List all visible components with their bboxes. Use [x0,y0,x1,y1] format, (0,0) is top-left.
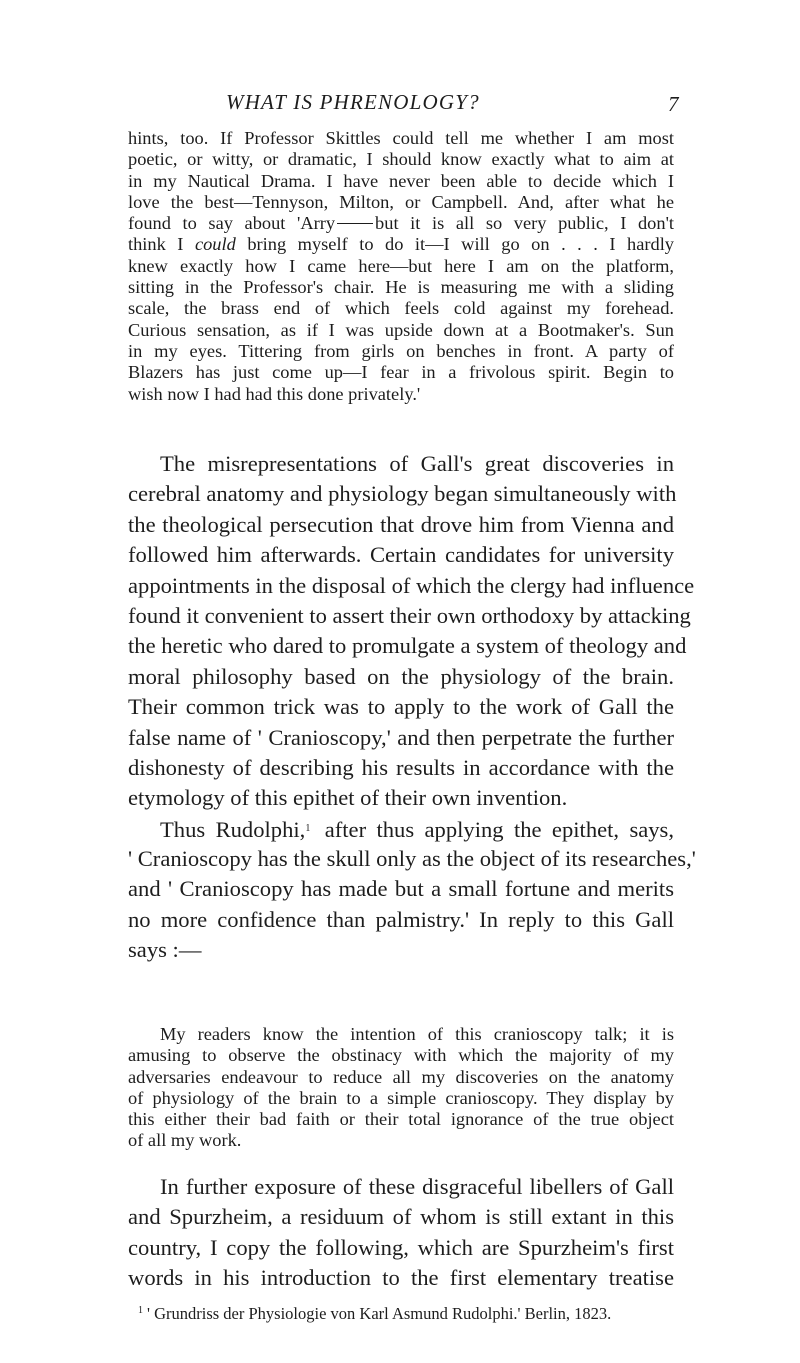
text-line: scale, the brass end of which feels cold against my forehead. [128,298,674,319]
text-line: in my eyes. Tittering from girls on benches in front. A party of [128,340,674,361]
text-line: etymology of this epithet of their own invention. [128,785,568,811]
text-line: The misrepresentations of Gall's great discoveries in [160,451,674,476]
text-fragment: bring myself to do it—I will go on . . . I hardly [235,234,674,255]
text-line: My readers know the intention of this cranioscopy talk; it is [160,1024,674,1044]
text-line: of physiology of the brain to a simple cranioscopy. They display by [128,1087,674,1108]
text-line: and Spurzheim, a residuum of whom is still extant in this [128,1204,674,1230]
footnote-number: 1 [138,1305,143,1316]
footnote-text: ' Grundriss der Physiologie von Karl Asmund Rudolphi.' Berlin, 1823. [147,1304,612,1323]
em-dash-rule [337,223,373,224]
text-line: found it convenient to assert their own orthodoxy by attacking [128,602,691,628]
text-line: words in his introduction to the first elementary treatise [128,1265,674,1291]
quoted-passage [128,128,674,405]
body-paragraph [128,1172,674,1294]
running-head [0,90,800,120]
text-line: in my Nautical Drama. I have never been able to decide which I [128,170,674,191]
text-line: love the best—Tennyson, Milton, or Campbell. And, after what he [128,191,674,212]
text-line: hints, too. If Professor Skittles could tell me whether I am most [128,128,674,148]
text-line [128,814,674,844]
text-line: cerebral anatomy and physiology began simultaneously with [128,481,677,507]
text-line: says :— [128,937,202,963]
text-line: Blazers has just come up—I fear in a frivolous spirit. Begin to [128,362,674,383]
text-line: moral philosophy based on the physiology of the brain. [128,663,674,689]
footnote-marker: 1 [305,822,311,834]
text-line: false name of ' Cranioscopy,' and then perpetrate the further [128,724,674,750]
text-line: the theological persecution that drove him from Vienna and [128,511,674,537]
text-line: In further exposure of these disgraceful libellers of Gall [160,1174,674,1199]
text-fragment: think I [128,234,195,255]
italic-word: could [194,234,236,255]
gall-quotation [128,1024,674,1152]
text-line: adversaries endeavour to reduce all my discoveries on the anatomy [128,1066,674,1087]
text-line: and ' Cranioscopy has made but a small fortune and merits [128,876,674,902]
text-line: amusing to observe the obstinacy with which the majority of my [128,1045,674,1066]
text-line: poetic, or witty, or dramatic, I should know exactly what to aim at [128,149,674,170]
page-number: 7 [668,92,679,116]
text-line: country, I copy the following, which are Spurzheim's first [128,1234,674,1260]
text-fragment: Thus Rudolphi, [160,816,306,842]
text-line: no more confidence than palmistry.' In reply to this Gall [128,906,674,932]
text-line: this either their bad faith or their total ignorance of the true object [128,1109,674,1130]
text-line: sitting in the Professor's chair. He is measuring me with a sliding [128,277,674,298]
text-line: dishonesty of describing his results in accordance with the [128,754,674,780]
text-line: the heretic who dared to promulgate a system of theology and [128,633,687,659]
text-line: of all my work. [128,1130,242,1151]
text-line: knew exactly how I came here—but here I am on the platform, [128,255,674,276]
text-line: followed him afterwards. Certain candidates for university [128,542,674,568]
body-paragraph [128,449,696,966]
text-line: Their common trick was to apply to the work of Gall the [128,694,674,720]
text-line: appointments in the disposal of which the clergy had influence [128,572,695,598]
text-fragment: after thus applying the epithet, says, [314,816,675,842]
text-fragment: but it is all so very public, I don't [375,213,674,234]
text-line [128,213,674,234]
running-title: WHAT IS PHRENOLOGY? [226,90,480,114]
text-line [128,234,674,255]
text-line: Curious sensation, as if I was upside down at a Bootmaker's. Sun [128,319,674,340]
text-fragment: found to say about 'Arry [128,213,336,234]
text-line: wish now I had had this done privately.' [128,383,421,404]
text-line: ' Cranioscopy has the skull only as the object of its researches,' [128,846,696,872]
footnote [138,1304,683,1324]
